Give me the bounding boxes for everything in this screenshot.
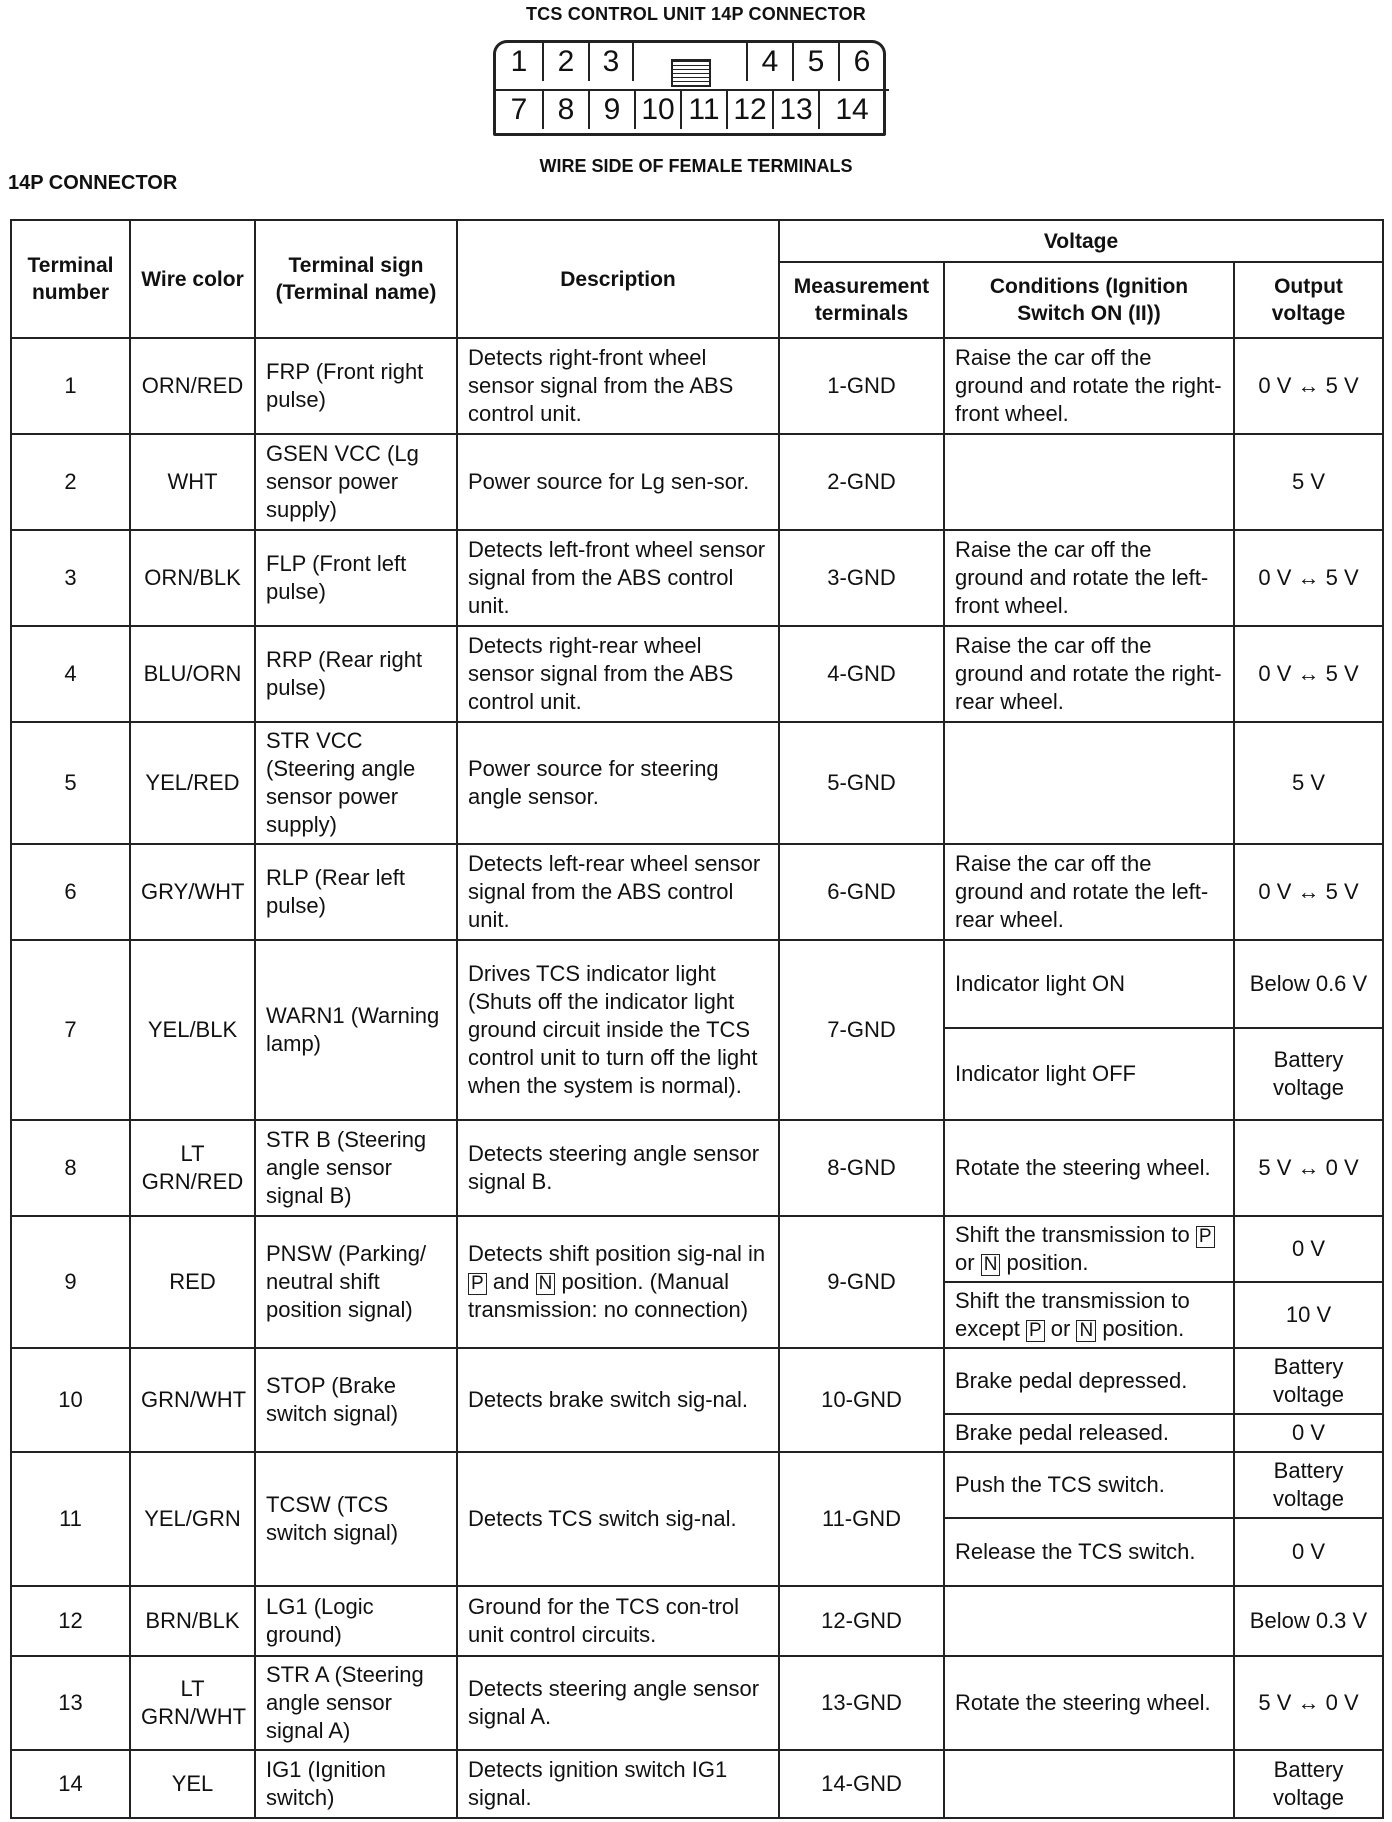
description: Detects steering angle sensor signal B. bbox=[457, 1120, 779, 1216]
terminal-number: 2 bbox=[11, 434, 130, 530]
output-voltage: 0 V ↔ 5 V bbox=[1234, 530, 1383, 626]
terminal-sign: RLP (Rear left pulse) bbox=[255, 844, 457, 940]
terminal-number: 7 bbox=[11, 940, 130, 1120]
pin-8: 8 bbox=[542, 91, 588, 129]
condition bbox=[944, 1282, 1234, 1348]
wire-color: BRN/BLK bbox=[130, 1586, 255, 1656]
wire-color: LT GRN/RED bbox=[130, 1120, 255, 1216]
condition bbox=[944, 1216, 1234, 1282]
pin-3: 3 bbox=[588, 43, 634, 81]
measurement-terminals: 9-GND bbox=[779, 1216, 944, 1348]
table-row bbox=[11, 844, 1383, 940]
output-voltage: 0 V bbox=[1234, 1216, 1383, 1282]
condition-text: Shift the transmission to bbox=[955, 1222, 1190, 1247]
pin-11: 11 bbox=[680, 91, 726, 129]
connector-title: TCS CONTROL UNIT 14P CONNECTOR bbox=[525, 4, 867, 24]
wire-color: YEL bbox=[130, 1750, 255, 1818]
table-row bbox=[11, 626, 1383, 722]
terminal-sign: FLP (Front left pulse) bbox=[255, 530, 457, 626]
wire-color: YEL/RED bbox=[130, 722, 255, 844]
wire-color: YEL/GRN bbox=[130, 1452, 255, 1586]
terminal-sign: STR A (Steering angle sensor signal A) bbox=[255, 1656, 457, 1750]
measurement-terminals: 5-GND bbox=[779, 722, 944, 844]
condition bbox=[944, 1750, 1234, 1818]
terminal-number: 10 bbox=[11, 1348, 130, 1452]
wire-color: GRY/WHT bbox=[130, 844, 255, 940]
output-voltage: 10 V bbox=[1234, 1282, 1383, 1348]
terminal-sign: PNSW (Parking/ neutral shift position signal) bbox=[255, 1216, 457, 1348]
header-measurement-terminals: Measurement terminals bbox=[779, 262, 944, 338]
pin-6: 6 bbox=[838, 43, 884, 81]
measurement-terminals: 11-GND bbox=[779, 1452, 944, 1586]
pin-7: 7 bbox=[510, 93, 528, 126]
condition: Rotate the steering wheel. bbox=[944, 1656, 1234, 1750]
condition: Indicator light ON bbox=[944, 940, 1234, 1028]
condition-conjunction: or bbox=[955, 1250, 975, 1275]
terminal-sign: RRP (Rear right pulse) bbox=[255, 626, 457, 722]
neutral-position-icon: N bbox=[536, 1273, 556, 1295]
output-voltage: 0 V bbox=[1234, 1414, 1383, 1452]
table-row bbox=[11, 1216, 1383, 1282]
condition-tail: position. bbox=[1006, 1250, 1089, 1275]
condition: Raise the car off the ground and rotate the left-front wheel. bbox=[944, 530, 1234, 626]
description: Detects steering angle sensor signal A. bbox=[457, 1656, 779, 1750]
output-voltage: Battery voltage bbox=[1234, 1452, 1383, 1518]
pin-1: 1 bbox=[510, 45, 528, 78]
connector-diagram bbox=[493, 40, 886, 136]
condition: Push the TCS switch. bbox=[944, 1452, 1234, 1518]
output-voltage: Below 0.3 V bbox=[1234, 1586, 1383, 1656]
table-row bbox=[11, 530, 1383, 626]
output-voltage: 5 V bbox=[1234, 434, 1383, 530]
terminal-sign: STR B (Steering angle sensor signal B) bbox=[255, 1120, 457, 1216]
terminal-number: 1 bbox=[11, 338, 130, 434]
table-row bbox=[11, 1452, 1383, 1518]
description: Detects brake switch sig-nal. bbox=[457, 1348, 779, 1452]
output-voltage: 0 V ↔ 5 V bbox=[1234, 626, 1383, 722]
output-voltage: 5 V ↔ 0 V bbox=[1234, 1656, 1383, 1750]
condition: Raise the car off the ground and rotate the right-front wheel. bbox=[944, 338, 1234, 434]
description bbox=[457, 1216, 779, 1348]
condition: Raise the car off the ground and rotate the right-rear wheel. bbox=[944, 626, 1234, 722]
terminal-sign: IG1 (Ignition switch) bbox=[255, 1750, 457, 1818]
terminal-number: 9 bbox=[11, 1216, 130, 1348]
terminal-sign: STOP (Brake switch signal) bbox=[255, 1348, 457, 1452]
measurement-terminals: 14-GND bbox=[779, 1750, 944, 1818]
condition: Release the TCS switch. bbox=[944, 1518, 1234, 1586]
output-voltage: Battery voltage bbox=[1234, 1750, 1383, 1818]
measurement-terminals: 10-GND bbox=[779, 1348, 944, 1452]
description-tail: position. (Manual transmission: no connection) bbox=[468, 1269, 749, 1322]
table-row bbox=[11, 722, 1383, 844]
measurement-terminals: 1-GND bbox=[779, 338, 944, 434]
description: Detects left-rear wheel sensor signal from the ABS control unit. bbox=[457, 844, 779, 940]
terminal-number: 11 bbox=[11, 1452, 130, 1586]
condition: Indicator light OFF bbox=[944, 1028, 1234, 1120]
condition-tail: position. bbox=[1102, 1316, 1185, 1341]
pin-9: 9 bbox=[588, 91, 634, 129]
pin-4: 4 bbox=[746, 43, 792, 81]
condition bbox=[944, 434, 1234, 530]
description: Detects right-front wheel sensor signal from the ABS control unit. bbox=[457, 338, 779, 434]
output-voltage: Below 0.6 V bbox=[1234, 940, 1383, 1028]
table-row bbox=[11, 1586, 1383, 1656]
condition bbox=[944, 1586, 1234, 1656]
wire-color: YEL/BLK bbox=[130, 940, 255, 1120]
terminal-number: 12 bbox=[11, 1586, 130, 1656]
condition: Rotate the steering wheel. bbox=[944, 1120, 1234, 1216]
header-terminal-sign: Terminal sign (Terminal name) bbox=[255, 220, 457, 338]
wire-color: LT GRN/WHT bbox=[130, 1656, 255, 1750]
connector-outline bbox=[493, 40, 886, 136]
wire-color: ORN/RED bbox=[130, 338, 255, 434]
terminal-number: 3 bbox=[11, 530, 130, 626]
measurement-terminals: 4-GND bbox=[779, 626, 944, 722]
terminal-number: 6 bbox=[11, 844, 130, 940]
table-row bbox=[11, 1348, 1383, 1414]
output-voltage: Battery voltage bbox=[1234, 1348, 1383, 1414]
condition: Brake pedal released. bbox=[944, 1414, 1234, 1452]
output-voltage: 0 V ↔ 5 V bbox=[1234, 844, 1383, 940]
terminal-sign: STR VCC (Steering angle sensor power supply) bbox=[255, 722, 457, 844]
park-position-icon: P bbox=[468, 1273, 487, 1295]
table-row bbox=[11, 338, 1383, 434]
terminal-number: 8 bbox=[11, 1120, 130, 1216]
terminal-number: 4 bbox=[11, 626, 130, 722]
pin-13: 13 bbox=[772, 91, 818, 129]
output-voltage: 5 V ↔ 0 V bbox=[1234, 1120, 1383, 1216]
description: Detects TCS switch sig-nal. bbox=[457, 1452, 779, 1586]
header-description: Description bbox=[457, 220, 779, 338]
condition bbox=[944, 722, 1234, 844]
section-title: 14P CONNECTOR bbox=[8, 172, 178, 194]
terminal-sign: TCSW (TCS switch signal) bbox=[255, 1452, 457, 1586]
terminal-number: 13 bbox=[11, 1656, 130, 1750]
terminal-sign: WARN1 (Warning lamp) bbox=[255, 940, 457, 1120]
description-conjunction: and bbox=[492, 1269, 530, 1294]
neutral-position-icon: N bbox=[981, 1254, 1001, 1276]
condition-text: Shift the transmission to except bbox=[955, 1288, 1190, 1341]
header-output-voltage: Output voltage bbox=[1234, 262, 1383, 338]
description: Drives TCS indicator light (Shuts off the indicator light ground circuit inside the TCS control unit to turn off the light when the system is normal). bbox=[457, 940, 779, 1120]
connector-footer: WIRE SIDE OF FEMALE TERMINALS bbox=[539, 156, 853, 176]
description: Detects right-rear wheel sensor signal from the ABS control unit. bbox=[457, 626, 779, 722]
condition: Brake pedal depressed. bbox=[944, 1348, 1234, 1414]
terminal-sign: LG1 (Logic ground) bbox=[255, 1586, 457, 1656]
terminal-number: 14 bbox=[11, 1750, 130, 1818]
description-text: Detects shift position sig-nal in bbox=[468, 1241, 766, 1266]
wire-color: BLU/ORN bbox=[130, 626, 255, 722]
terminal-sign: GSEN VCC (Lg sensor power supply) bbox=[255, 434, 457, 530]
output-voltage: 0 V bbox=[1234, 1518, 1383, 1586]
output-voltage: Battery voltage bbox=[1234, 1028, 1383, 1120]
measurement-terminals: 7-GND bbox=[779, 940, 944, 1120]
condition-conjunction: or bbox=[1050, 1316, 1071, 1341]
header-terminal-number: Terminal number bbox=[11, 220, 130, 338]
table-row bbox=[11, 1656, 1383, 1750]
neutral-position-icon: N bbox=[1076, 1320, 1096, 1342]
table-row bbox=[11, 940, 1383, 1028]
measurement-terminals: 6-GND bbox=[779, 844, 944, 940]
description: Detects left-front wheel sensor signal from the ABS control unit. bbox=[457, 530, 779, 626]
measurement-terminals: 2-GND bbox=[779, 434, 944, 530]
park-position-icon: P bbox=[1196, 1226, 1215, 1248]
park-position-icon: P bbox=[1026, 1320, 1045, 1342]
header-wire-color: Wire color bbox=[130, 220, 255, 338]
measurement-terminals: 12-GND bbox=[779, 1586, 944, 1656]
description: Detects ignition switch IG1 signal. bbox=[457, 1750, 779, 1818]
pin-12: 12 bbox=[726, 91, 772, 129]
output-voltage: 5 V bbox=[1234, 722, 1383, 844]
wire-color: WHT bbox=[130, 434, 255, 530]
table-row bbox=[11, 1750, 1383, 1818]
measurement-terminals: 3-GND bbox=[779, 530, 944, 626]
header-conditions: Conditions (Ignition Switch ON (II)) bbox=[944, 262, 1234, 338]
pin-14: 14 bbox=[818, 91, 884, 129]
header-voltage: Voltage bbox=[779, 220, 1383, 262]
wire-color: GRN/WHT bbox=[130, 1348, 255, 1452]
table-row bbox=[11, 1120, 1383, 1216]
output-voltage: 0 V ↔ 5 V bbox=[1234, 338, 1383, 434]
terminal-number: 5 bbox=[11, 722, 130, 844]
connector-latch bbox=[671, 59, 711, 87]
pin-2: 2 bbox=[542, 43, 588, 81]
terminal-table bbox=[10, 219, 1384, 1819]
pin-5: 5 bbox=[792, 43, 838, 81]
measurement-terminals: 13-GND bbox=[779, 1656, 944, 1750]
description: Power source for steering angle sensor. bbox=[457, 722, 779, 844]
description: Ground for the TCS con-trol unit control circuits. bbox=[457, 1586, 779, 1656]
condition: Raise the car off the ground and rotate the left-rear wheel. bbox=[944, 844, 1234, 940]
table-row bbox=[11, 434, 1383, 530]
measurement-terminals: 8-GND bbox=[779, 1120, 944, 1216]
terminal-sign: FRP (Front right pulse) bbox=[255, 338, 457, 434]
pin-10: 10 bbox=[634, 91, 680, 129]
description: Power source for Lg sen-sor. bbox=[457, 434, 779, 530]
wire-color: RED bbox=[130, 1216, 255, 1348]
wire-color: ORN/BLK bbox=[130, 530, 255, 626]
